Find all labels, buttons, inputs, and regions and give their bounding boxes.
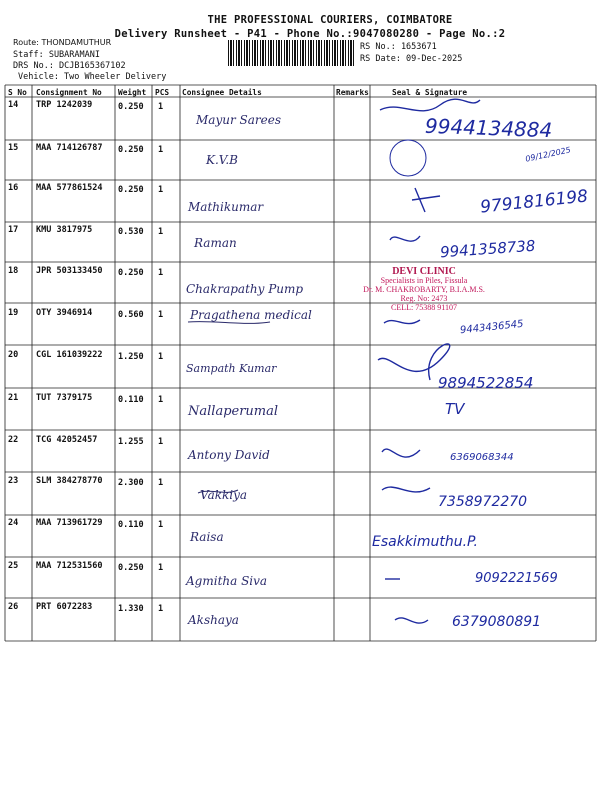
row-signature: 6379080891: [452, 614, 542, 630]
stamp-line1: Specialists in Piles, Fissula: [380, 276, 468, 285]
col-consignee-header: Consignee Details: [182, 88, 262, 97]
signature-scribble: [382, 487, 430, 492]
row-consignee: Vakkiya: [200, 488, 248, 502]
row-consignee: Raisa: [190, 530, 224, 544]
row-sno: 24: [8, 518, 19, 528]
stamp-line2: Dr. M. CHAKROBARTY, B.I.A.M.S.: [363, 285, 485, 294]
barcode: [228, 40, 354, 66]
row-consignment: SLM 384278770: [36, 476, 103, 486]
row-consignee: Chakrapathy Pump: [186, 282, 304, 296]
row-pcs: 1: [158, 310, 164, 320]
stamp-line3: Reg. No: 2473: [400, 294, 448, 303]
row-pcs: 1: [158, 478, 164, 488]
row-consignee: K.V.B: [206, 153, 238, 167]
row-consignee: Mayur Sarees: [196, 113, 281, 127]
rs-date: RS Date: 09-Dec-2025: [360, 54, 463, 64]
row-sno: 26: [8, 602, 19, 612]
row-signature: 9092221569: [475, 571, 558, 586]
clinic-stamp: [358, 267, 490, 312]
row-sno: 21: [8, 393, 19, 403]
row-pcs: 1: [158, 604, 164, 614]
col-weight-header: Weight: [118, 88, 147, 97]
row-weight: 0.250: [118, 563, 144, 573]
row-consignment: PRT 6072283: [36, 602, 93, 612]
row-weight: 0.560: [118, 310, 144, 320]
row-consignee: Agmitha Siva: [186, 574, 268, 588]
row-pcs: 1: [158, 185, 164, 195]
seal-circle: [390, 140, 426, 176]
row-consignment: JPR 503133450: [36, 266, 103, 276]
signature-scribble: [382, 449, 420, 457]
row-pcs: 1: [158, 563, 164, 573]
staff-label: Staff: SUBARAMANI: [13, 50, 100, 60]
row-sno: 23: [8, 476, 19, 486]
row-signature: 9791816198: [479, 186, 589, 218]
row-pcs: 1: [158, 145, 164, 155]
drs-label: DRS No.: DCJB165367102: [13, 61, 126, 71]
runsheet-title: Delivery Runsheet - P41 - Phone No.:9047080280 - Page No.:2: [114, 28, 506, 40]
row-pcs: 1: [158, 227, 164, 237]
signature-scribble: [384, 320, 420, 324]
row-signature: TV: [445, 400, 465, 418]
rs-number: RS No.: 1653671: [360, 42, 437, 52]
row-consignment: OTY 3946914: [36, 308, 93, 318]
row-weight: 0.250: [118, 145, 144, 155]
row-pcs: 1: [158, 352, 164, 362]
row-signature: 9944134884: [424, 113, 553, 143]
company-title: THE PROFESSIONAL COURIERS, COIMBATORE: [207, 14, 453, 26]
row-consignee: Akshaya: [188, 613, 239, 627]
row-consignment: MAA 713961729: [36, 518, 103, 528]
col-pcs-header: PCS: [155, 88, 170, 97]
row-consignment: TRP 1242039: [36, 100, 93, 110]
row-consignment: KMU 3817975: [36, 225, 93, 235]
row-consignee: Pragathena medical: [190, 308, 312, 322]
row-consignment: MAA 712531560: [36, 561, 103, 571]
row-consignee: Raman: [194, 236, 237, 250]
row-pcs: 1: [158, 520, 164, 530]
row-sno: 18: [8, 266, 19, 276]
col-consignment-header: Consignment No: [36, 88, 102, 97]
col-remarks-header: Remarks: [336, 88, 369, 97]
row-signature: 6369068344: [450, 452, 514, 463]
row-signature: 9941358738: [439, 236, 536, 262]
col-seal-header: Seal & Signature: [392, 88, 468, 97]
row-weight: 0.110: [118, 520, 144, 530]
row-consignee: Antony David: [188, 448, 270, 462]
row-sno: 17: [8, 225, 19, 235]
signature-scribble: [390, 236, 420, 241]
stamp-name: DEVI CLINIC: [392, 266, 456, 277]
row-consignment: TUT 7379175: [36, 393, 93, 403]
row-sno: 15: [8, 143, 19, 153]
row-weight: 1.255: [118, 437, 144, 447]
row-sno: 16: [8, 183, 19, 193]
row-sno: 19: [8, 308, 19, 318]
signature-scribble: [380, 99, 480, 111]
row-consignee: Sampath Kumar: [186, 362, 277, 375]
row-signature: Esakkimuthu.P.: [372, 534, 478, 550]
row-weight: 0.110: [118, 395, 144, 405]
signature-scribble: [412, 188, 440, 212]
row-signature: 9443436545: [459, 318, 525, 337]
row-signature: 7358972270: [438, 494, 528, 510]
row-weight: 1.330: [118, 604, 144, 614]
row-consignee: Mathikumar: [188, 200, 264, 214]
row-pcs: 1: [158, 268, 164, 278]
row-weight: 0.530: [118, 227, 144, 237]
row-weight: 0.250: [118, 102, 144, 112]
row-consignment: CGL 161039222: [36, 350, 103, 360]
col-sno-header: S No: [8, 88, 27, 97]
row-weight: 1.250: [118, 352, 144, 362]
row-weight: 0.250: [118, 185, 144, 195]
row-signature: 09/12/2025: [524, 145, 572, 164]
row-consignee: Nallaperumal: [188, 404, 279, 419]
row-sno: 20: [8, 350, 19, 360]
route-label: Route: THONDAMUTHUR: [13, 38, 112, 47]
row-pcs: 1: [158, 395, 164, 405]
row-sno: 22: [8, 435, 19, 445]
row-weight: 0.250: [118, 268, 144, 278]
row-pcs: 1: [158, 102, 164, 112]
row-pcs: 1: [158, 437, 164, 447]
row-consignment: MAA 714126787: [36, 143, 103, 153]
row-consignment: MAA 577861524: [36, 183, 103, 193]
row-consignment: TCG 42052457: [36, 435, 98, 445]
row-sno: 25: [8, 561, 19, 571]
signature-scribble: [395, 618, 428, 623]
vehicle-label: Vehicle: Two Wheeler Delivery: [18, 72, 167, 82]
row-weight: 2.300: [118, 478, 144, 488]
row-sno: 14: [8, 100, 19, 110]
row-signature: 9894522854: [438, 374, 534, 392]
stamp-line4: CELL: 75388 91107: [391, 303, 457, 312]
